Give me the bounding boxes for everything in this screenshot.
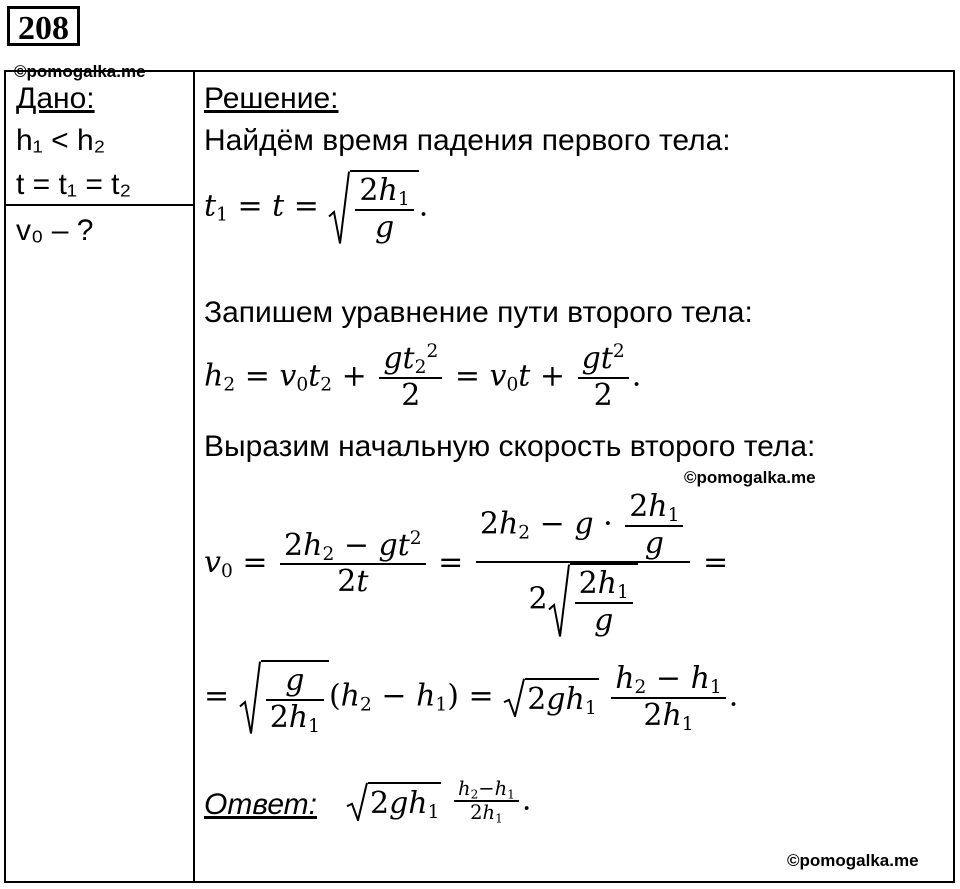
find-line: v₀ – ? (16, 214, 94, 247)
formula-path: $h_2 = v_0t_2$ + $\frac{gt_2^2}{2}$ = $v_0t$ + $\frac{gt^2}{2}$ . (204, 340, 642, 413)
watermark: ©pomogalka.me (684, 468, 816, 487)
answer-label: Ответ: (204, 788, 317, 821)
column-divider (193, 72, 195, 881)
formula-velocity-2: = $\frac{g}{2h_1}$ $(h_2 - h_1)$ = $2gh_1$ $\frac{h_2 - h_1}{2h_1}$ . (204, 661, 739, 737)
problem-number: 208 (7, 6, 80, 46)
step-1-text: Найдём время падения первого тела: (204, 124, 731, 157)
sqrt-sign: $\frac{2h_1}{g}$ (328, 170, 418, 245)
given-divider (6, 204, 193, 206)
formula-time: $t_1 = t$ = $\frac{2h_1}{g}$ . (204, 170, 428, 245)
solution-header: Решение: (204, 82, 339, 115)
answer-formula: $2gh_1$ $\frac{h_2-h_1}{2h_1}$ . (346, 778, 531, 825)
watermark: ©pomogalka.me (14, 62, 146, 81)
formula-velocity-1: $v_0$ = $\frac{2h_2 - gt^2}{2t}$ = $2h_2 - g$ · $\frac{2h_1}{g}$ 2 $\frac{2h_1}{g}$ = (204, 489, 729, 638)
step-3-text: Выразим начальную скорость второго тела: (204, 430, 816, 463)
step-2-text: Запишем уравнение пути второго тела: (204, 296, 753, 329)
watermark: ©pomogalka.me (787, 851, 919, 870)
given-line-2: t = t₁ = t₂ (16, 168, 132, 201)
given-header: Дано: (16, 82, 95, 115)
given-line-1: h₁ < h₂ (16, 124, 106, 157)
